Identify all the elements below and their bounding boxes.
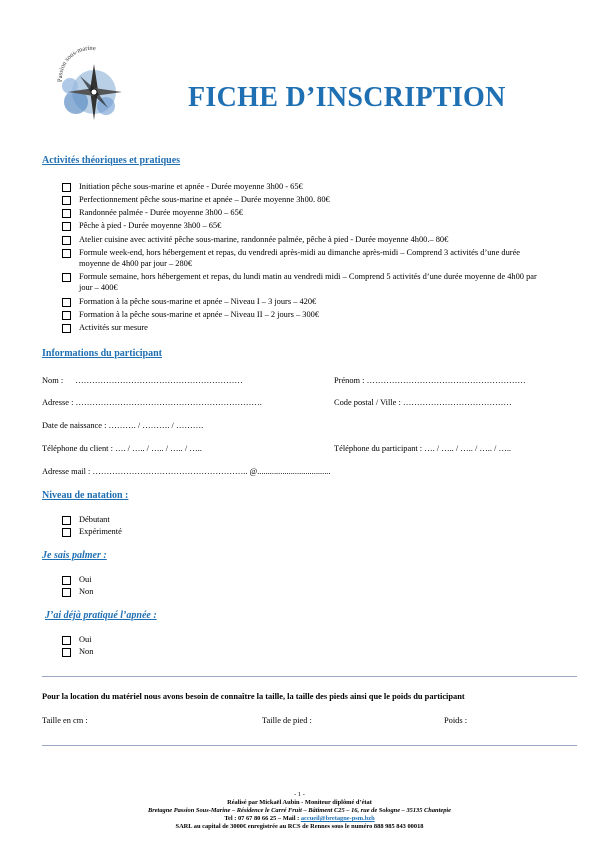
- footer-address-text: Bretagne Passion Sous-Marine – Résidence le Carré Fruit – Bâtiment C25 – 16, rue de Sologne – 35135 Chantepie: [147, 807, 452, 814]
- adresse-field[interactable]: [42, 398, 262, 407]
- activities-heading: Activités théoriques et pratiques: [42, 155, 181, 166]
- activity-option[interactable]: [62, 323, 549, 334]
- checkbox[interactable]: [62, 249, 71, 258]
- natation-option[interactable]: [62, 527, 549, 538]
- poids-field[interactable]: Poids :: [444, 716, 468, 725]
- natation-option[interactable]: [62, 515, 549, 526]
- prenom-label: Prénom :: [334, 376, 365, 385]
- date-naissance-field[interactable]: Date de naissance : ………. / ………. / ……….: [42, 421, 204, 430]
- checkbox[interactable]: [62, 311, 71, 320]
- checkbox[interactable]: [62, 324, 71, 333]
- activity-option[interactable]: [62, 208, 549, 219]
- checkbox[interactable]: [62, 588, 71, 597]
- taille-pied-field[interactable]: Taille de pied :: [262, 716, 312, 725]
- logo-text: Passion sous-marine: [56, 44, 97, 83]
- page-number: - 1 -: [294, 791, 305, 798]
- palmer-option[interactable]: [62, 587, 549, 598]
- code-postal-label: Code postal / Ville :: [334, 398, 401, 407]
- checkbox[interactable]: [62, 222, 71, 231]
- activity-label: Formule semaine, hors hébergement et repas, du lundi matin au vendredi midi – Comprend 5 activités d’une durée moyenne de 4h00 par jour – 400€: [79, 272, 537, 292]
- activity-label: Formule week-end, hors hébergement et repas, du vendredi après-midi au dimanche après-midi – Comprend 3 activités d’une durée moyenne de 4h00 par jour – 280€: [79, 248, 521, 268]
- footer-email-link[interactable]: accueil@bretagne-psm.bzh: [300, 815, 375, 822]
- activity-option[interactable]: [62, 297, 549, 308]
- nom-blank[interactable]: ……………………………………………………: [75, 376, 243, 385]
- code-postal-blank[interactable]: …………………………………: [402, 398, 512, 407]
- code-postal-field[interactable]: [334, 398, 512, 407]
- divider: [42, 745, 577, 746]
- checkbox[interactable]: [62, 236, 71, 245]
- option-label: Oui: [79, 575, 92, 584]
- option-label: Oui: [79, 635, 92, 644]
- activity-option[interactable]: [62, 272, 549, 293]
- activity-option[interactable]: [62, 235, 549, 246]
- apnee-option[interactable]: [62, 635, 549, 646]
- activity-label: Perfectionnement pêche sous-marine et apnée – Durée moyenne 3h00. 80€: [79, 195, 330, 204]
- materiel-notice: Pour la location du matériel nous avons besoin de connaître la taille, la taille des pieds ainsi que le poids du participant: [42, 692, 465, 701]
- prenom-blank[interactable]: …………………………………………………: [366, 376, 526, 385]
- checkbox[interactable]: [62, 196, 71, 205]
- divider: [42, 676, 577, 677]
- activity-label: Randonnée palmée - Durée moyenne 3h00 – 65€: [79, 208, 243, 217]
- adresse-label: Adresse :: [42, 398, 74, 407]
- checkbox[interactable]: [62, 183, 71, 192]
- palmer-option[interactable]: [62, 575, 549, 586]
- apnee-option[interactable]: [62, 647, 549, 658]
- footer-phone: Tel : 07 67 80 66 25 – Mail :: [224, 815, 300, 822]
- activity-label: Formation à la pêche sous-marine et apnée – Niveau I – 3 jours – 420€: [79, 297, 317, 306]
- option-label: Expérimenté: [79, 527, 122, 536]
- checkbox[interactable]: [62, 298, 71, 307]
- taille-field[interactable]: Taille en cm :: [42, 716, 88, 725]
- checkbox[interactable]: [62, 648, 71, 657]
- checkbox[interactable]: [62, 273, 71, 282]
- telephone-participant-field[interactable]: Téléphone du participant : …. / ….. / ….. / ….. / …..: [334, 444, 512, 453]
- company-logo: [50, 42, 132, 124]
- natation-heading: Niveau de natation :: [42, 490, 129, 501]
- activity-label: Initiation pêche sous-marine et apnée - Durée moyenne 3h00 - 65€: [79, 182, 303, 191]
- nom-field[interactable]: [42, 376, 243, 385]
- email-field[interactable]: Adresse mail : ……………………………………………….. @...................................: [42, 467, 331, 476]
- participant-heading: Informations du participant: [42, 348, 163, 359]
- activity-label: Formation à la pêche sous-marine et apnée – Niveau II – 2 jours – 300€: [79, 310, 320, 319]
- option-label: Débutant: [79, 515, 110, 524]
- nom-label: Nom :: [42, 376, 64, 385]
- palmer-heading: Je sais palmer :: [42, 550, 107, 561]
- page-title: FICHE D’INSCRIPTION: [188, 82, 506, 113]
- activity-option[interactable]: [62, 248, 549, 269]
- adresse-blank[interactable]: ………………………………………………………….: [75, 398, 262, 407]
- prenom-field[interactable]: [334, 376, 526, 385]
- checkbox[interactable]: [62, 636, 71, 645]
- checkbox[interactable]: [62, 516, 71, 525]
- activity-label: Atelier cuisine avec activité pêche sous-marine, randonnée palmée, pêche à pied - Durée moyenne 4h00.– 80€: [79, 235, 449, 244]
- activity-option[interactable]: [62, 310, 549, 321]
- checkbox[interactable]: [62, 209, 71, 218]
- activity-option[interactable]: [62, 195, 549, 206]
- footer-legal: SARL au capital de 3000€ enregistrée au RCS de Rennes sous le numéro 888 985 843 00018: [175, 823, 424, 830]
- checkbox[interactable]: [62, 528, 71, 537]
- activity-label: Pêche à pied - Durée moyenne 3h00 – 65€: [79, 221, 222, 230]
- activity-option[interactable]: [62, 221, 549, 232]
- activity-label: Activités sur mesure: [79, 323, 148, 332]
- activity-option[interactable]: [62, 182, 549, 193]
- telephone-client-field[interactable]: Téléphone du client : …. / ….. / ….. / ….. / …..: [42, 444, 202, 453]
- checkbox[interactable]: [62, 576, 71, 585]
- footer-author: Réalisé par Mickaël Aubin - Moniteur diplômé d’état: [227, 799, 372, 806]
- option-label: Non: [79, 647, 94, 656]
- option-label: Non: [79, 587, 94, 596]
- apnee-heading: J’ai déjà pratiqué l’apnée :: [45, 610, 157, 621]
